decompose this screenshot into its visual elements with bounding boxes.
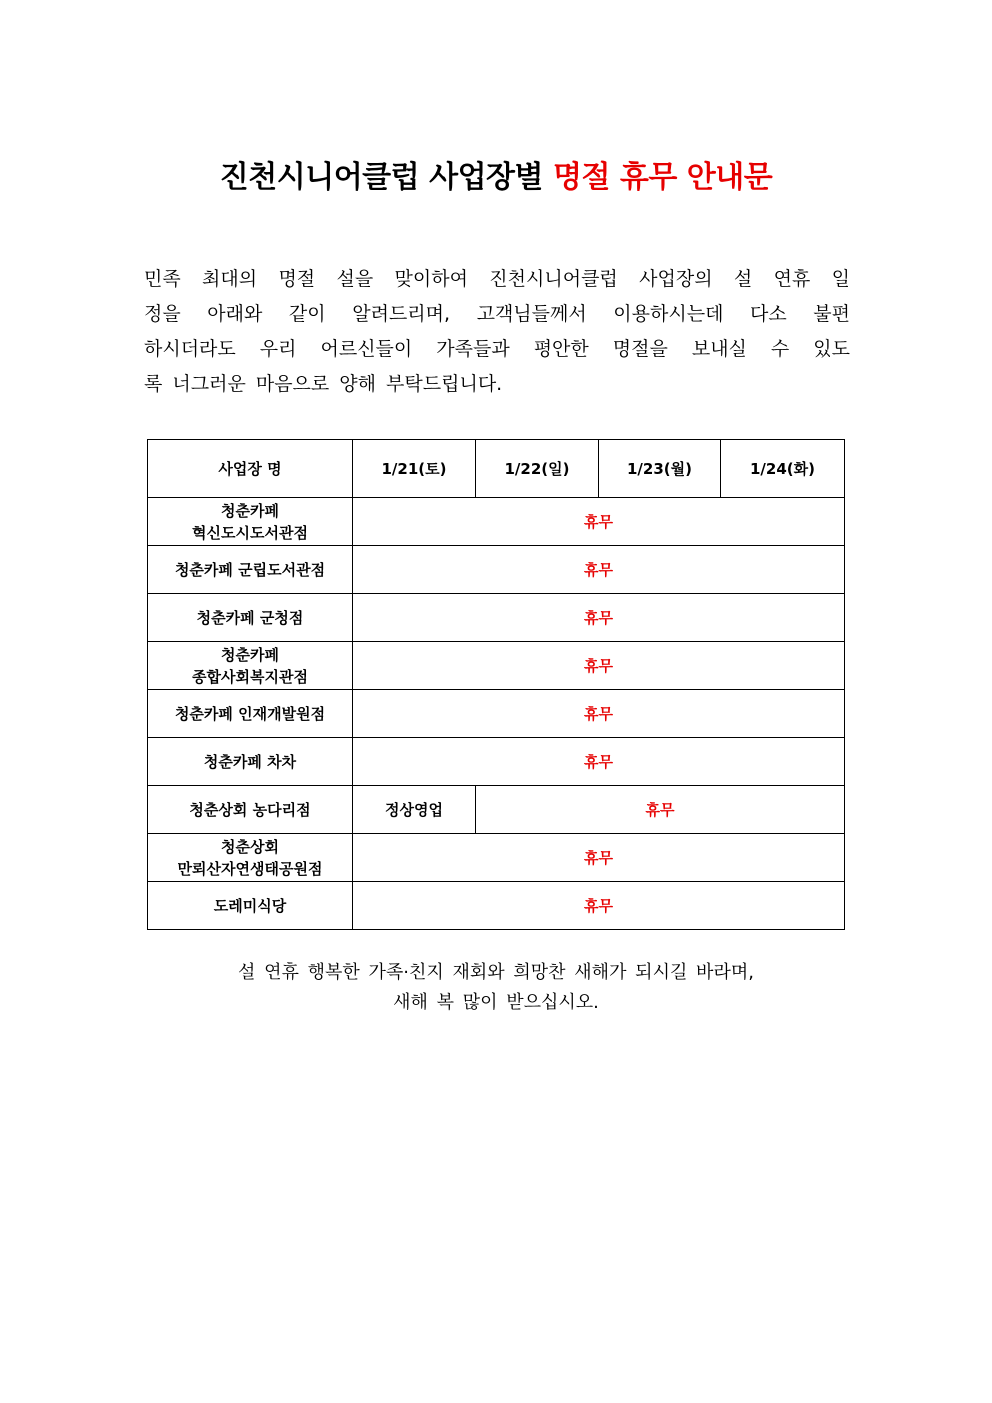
- status-cell: 휴무: [353, 642, 845, 690]
- header-date: 1/24(화): [721, 440, 845, 498]
- title-highlight: 명절 휴무 안내문: [552, 160, 773, 195]
- header-date: 1/21(토): [353, 440, 476, 498]
- intro-line: 정을 아래와 같이 알려드리며, 고객님들께서 이용하시는데 다소 불편: [144, 303, 850, 325]
- intro-line: 록 너그러운 마음으로 양해 부탁드립니다.: [144, 373, 503, 395]
- closing-line: 설 연휴 행복한 가족·친지 재회와 희망찬 새해가 되시길 바라며,: [238, 962, 754, 983]
- status-cell: 휴무: [353, 834, 845, 882]
- status-cell: 휴무: [353, 690, 845, 738]
- page-title: [0, 156, 992, 200]
- status-cell: 휴무: [353, 738, 845, 786]
- table-row: [148, 546, 845, 594]
- table-header-row: [148, 440, 845, 498]
- table-row: [148, 786, 845, 834]
- table-row: [148, 594, 845, 642]
- intro-line: 민족 최대의 명절 설을 맞이하여 진천시니어클럽 사업장의 설 연휴 일: [144, 268, 850, 290]
- table-row: [148, 498, 845, 546]
- table-row: [148, 738, 845, 786]
- table-row: [148, 642, 845, 690]
- header-date: 1/22(일): [476, 440, 599, 498]
- header-workplace-name: 사업장 명: [148, 440, 353, 498]
- intro-paragraph: [144, 262, 850, 402]
- workplace-name: 청춘카페 종합사회복지관점: [148, 642, 353, 690]
- table-row: [148, 834, 845, 882]
- title-main: 진천시니어클럽 사업장별: [219, 160, 544, 195]
- status-cell: 휴무: [353, 498, 845, 546]
- table-row: [148, 690, 845, 738]
- open-status-cell: 정상영업: [353, 786, 476, 834]
- closing-message: [0, 958, 992, 1018]
- workplace-name: 청춘카페 인재개발원점: [148, 690, 353, 738]
- holiday-schedule-table: [147, 439, 845, 930]
- header-date: 1/23(월): [599, 440, 721, 498]
- workplace-name: 청춘카페 혁신도시도서관점: [148, 498, 353, 546]
- workplace-name: 도레미식당: [148, 882, 353, 930]
- workplace-name: 청춘상회 만뢰산자연생태공원점: [148, 834, 353, 882]
- intro-line: 하시더라도 우리 어르신들이 가족들과 평안한 명절을 보내실 수 있도: [144, 338, 850, 360]
- status-cell: 휴무: [353, 594, 845, 642]
- status-cell: 휴무: [476, 786, 845, 834]
- workplace-name: 청춘상회 농다리점: [148, 786, 353, 834]
- closing-line: 새해 복 많이 받으십시오.: [393, 992, 599, 1013]
- workplace-name: 청춘카페 군청점: [148, 594, 353, 642]
- workplace-name: 청춘카페 차차: [148, 738, 353, 786]
- status-cell: 휴무: [353, 882, 845, 930]
- table-row: [148, 882, 845, 930]
- workplace-name: 청춘카페 군립도서관점: [148, 546, 353, 594]
- status-cell: 휴무: [353, 546, 845, 594]
